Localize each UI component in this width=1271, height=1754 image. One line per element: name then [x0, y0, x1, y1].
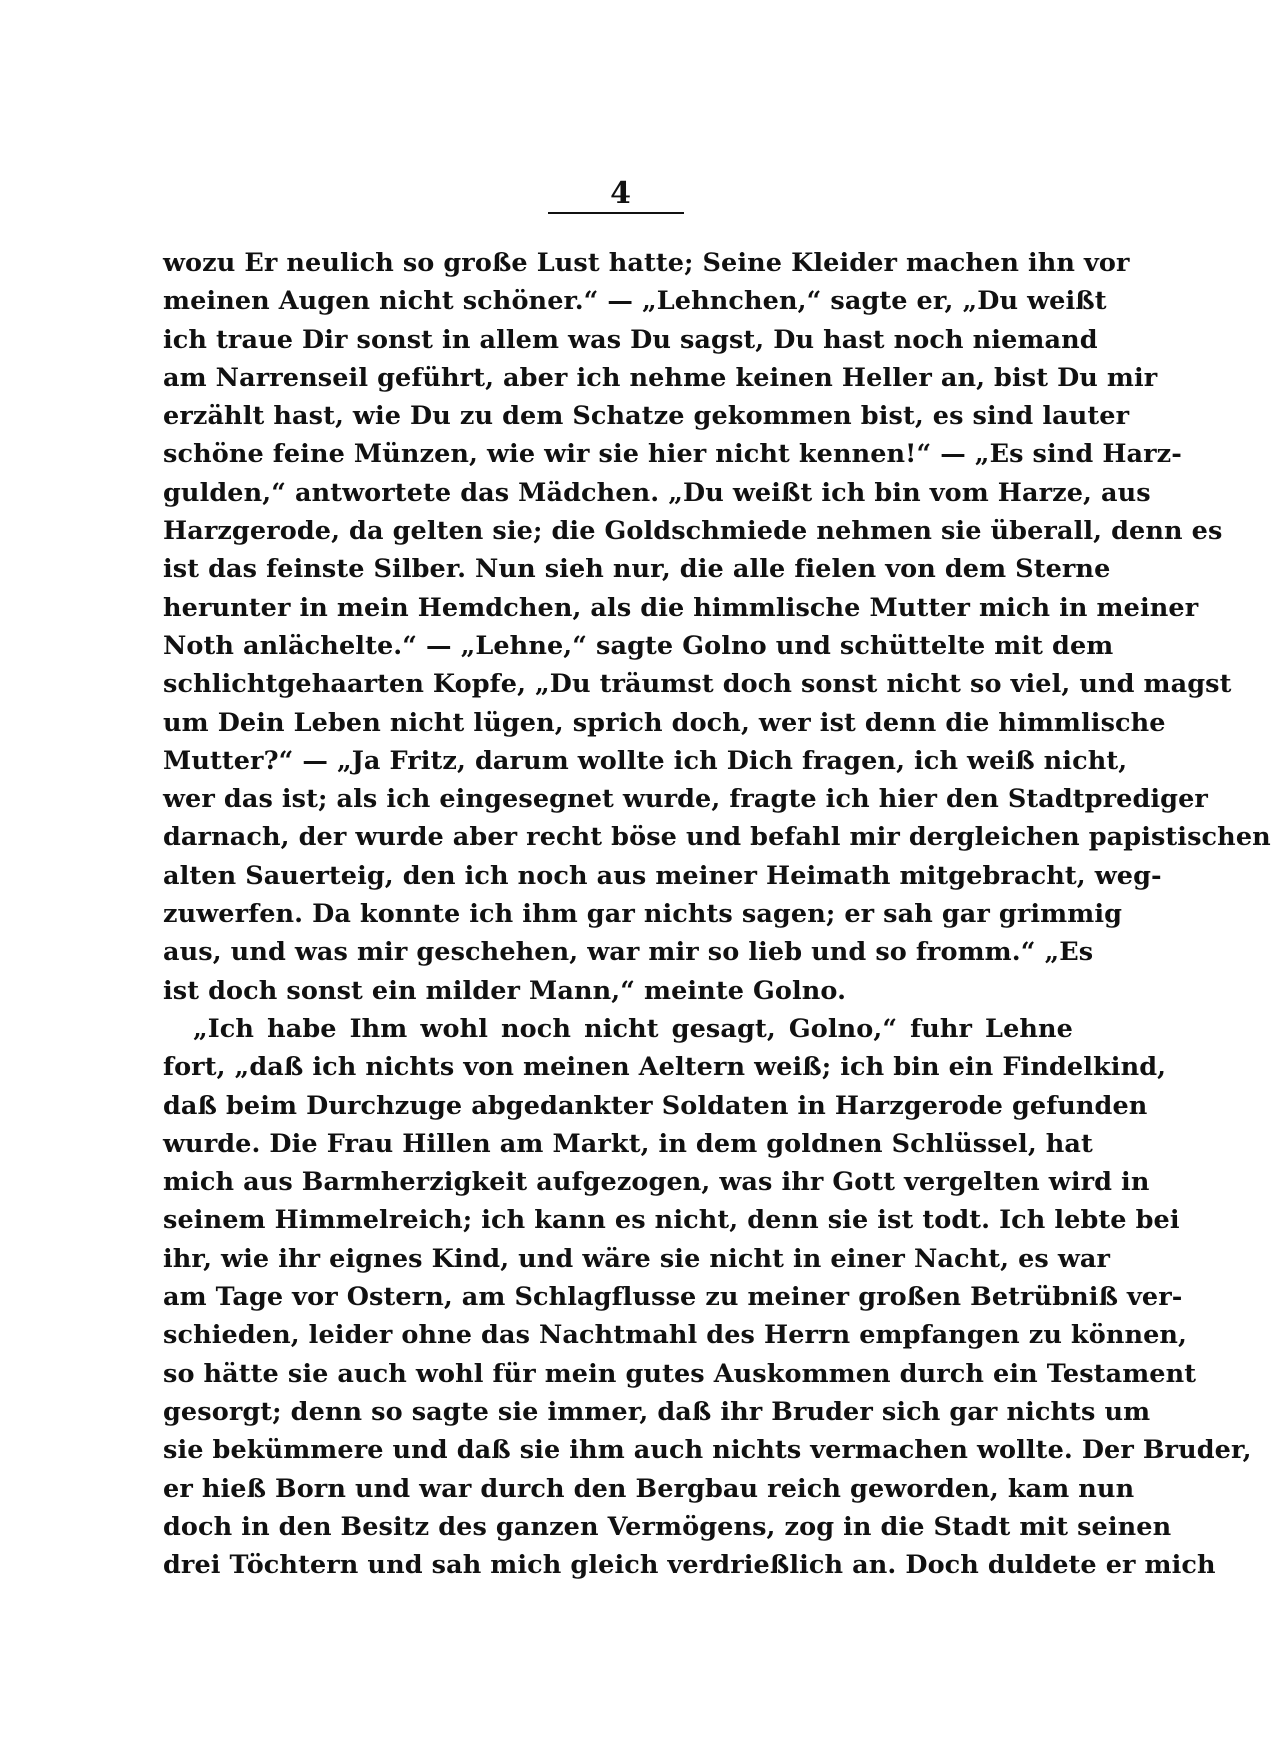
text-line: schieden, leider ohne das Nachtmahl des Herrn empfangen zu können, — [163, 1320, 1188, 1351]
text-line: wer das ist; als ich eingesegnet wurde, fragte ich hier den Stadtprediger — [163, 784, 1208, 815]
text-line: schlichtgehaarten Kopfe, „Du träumst doch sonst nicht so viel, und magst — [163, 669, 1232, 700]
text-line: er hieß Born und war durch den Bergbau reich geworden, kam nun — [163, 1473, 1135, 1504]
text-line: ist das feinste Silber. Nun sieh nur, die alle fielen von dem Sterne — [163, 554, 1111, 585]
paragraph-start-line: „Ich habe Ihm wohl noch nicht gesagt, Golno,“ fuhr Lehne — [193, 1013, 1073, 1044]
text-line: Mutter?“ — „Ja Fritz, darum wollte ich Dich fragen, ich weiß nicht, — [163, 745, 1128, 776]
text-line: doch in den Besitz des ganzen Vermögens, zog in die Stadt mit seinen — [163, 1511, 1172, 1542]
text-line: schöne feine Münzen, wie wir sie hier nicht kennen!“ — „Es sind Harz- — [163, 439, 1182, 470]
text-line: am Tage vor Ostern, am Schlagflusse zu meiner großen Betrübniß ver- — [163, 1282, 1183, 1313]
text-line: drei Töchtern und sah mich gleich verdrießlich an. Doch duldete er mich — [163, 1550, 1216, 1581]
text-line: um Dein Leben nicht lügen, sprich doch, wer ist denn die himmlische — [163, 707, 1166, 738]
text-line: wurde. Die Frau Hillen am Markt, in dem goldnen Schlüssel, hat — [163, 1128, 1093, 1159]
text-line: daß beim Durchzuge abgedankter Soldaten in Harzgerode gefunden — [163, 1090, 1148, 1121]
text-line: mich aus Barmherzigkeit aufgezogen, was ihr Gott vergelten wird in — [163, 1167, 1150, 1198]
text-line: aus, und was mir geschehen, war mir so lieb und so fromm.“ „Es — [163, 937, 1094, 968]
text-line: Noth anlächelte.“ — „Lehne,“ sagte Golno und schüttelte mit dem — [163, 630, 1114, 661]
text-line: so hätte sie auch wohl für mein gutes Auskommen durch ein Testament — [163, 1358, 1197, 1389]
body-text — [163, 244, 1271, 1584]
page-number: 4 — [610, 176, 631, 211]
text-line: meinen Augen nicht schöner.“ — „Lehnchen,“ sagte er, „Du weißt — [163, 286, 1107, 317]
paragraph-end-line: ist doch sonst ein milder Mann,“ meinte Golno. — [163, 975, 847, 1006]
text-line: gesorgt; denn so sagte sie immer, daß ihr Bruder sich gar nichts um — [163, 1396, 1151, 1427]
text-line: ihr, wie ihr eignes Kind, und wäre sie nicht in einer Nacht, es war — [163, 1243, 1111, 1274]
text-line: gulden,“ antwortete das Mädchen. „Du weißt ich bin vom Harze, aus — [163, 477, 1151, 508]
text-line: erzählt hast, wie Du zu dem Schatze gekommen bist, es sind lauter — [163, 401, 1130, 432]
text-line: ich traue Dir sonst in allem was Du sagst, Du hast noch niemand — [163, 324, 1098, 355]
text-line: sie bekümmere und daß sie ihm auch nichts vermachen wollte. Der Bruder, — [163, 1435, 1252, 1466]
text-line: darnach, der wurde aber recht böse und befahl mir dergleichen papistischen — [163, 822, 1271, 853]
text-line: Harzgerode, da gelten sie; die Goldschmiede nehmen sie überall, denn es — [163, 516, 1223, 547]
text-line: fort, „daß ich nichts von meinen Aeltern weiß; ich bin ein Findelkind, — [163, 1052, 1167, 1083]
text-line: herunter in mein Hemdchen, als die himmlische Mutter mich in meiner — [163, 592, 1199, 623]
text-line: zuwerfen. Da konnte ich ihm gar nichts sagen; er sah gar grimmig — [163, 899, 1123, 930]
page-number-rule — [548, 212, 684, 214]
text-line: alten Sauerteig, den ich noch aus meiner Heimath mitgebracht, weg- — [163, 860, 1162, 891]
text-line: am Narrenseil geführt, aber ich nehme keinen Heller an, bist Du mir — [163, 362, 1158, 393]
text-line: seinem Himmelreich; ich kann es nicht, denn sie ist todt. Ich lebte bei — [163, 1205, 1180, 1236]
text-line: wozu Er neulich so große Lust hatte; Seine Kleider machen ihn vor — [163, 248, 1130, 278]
